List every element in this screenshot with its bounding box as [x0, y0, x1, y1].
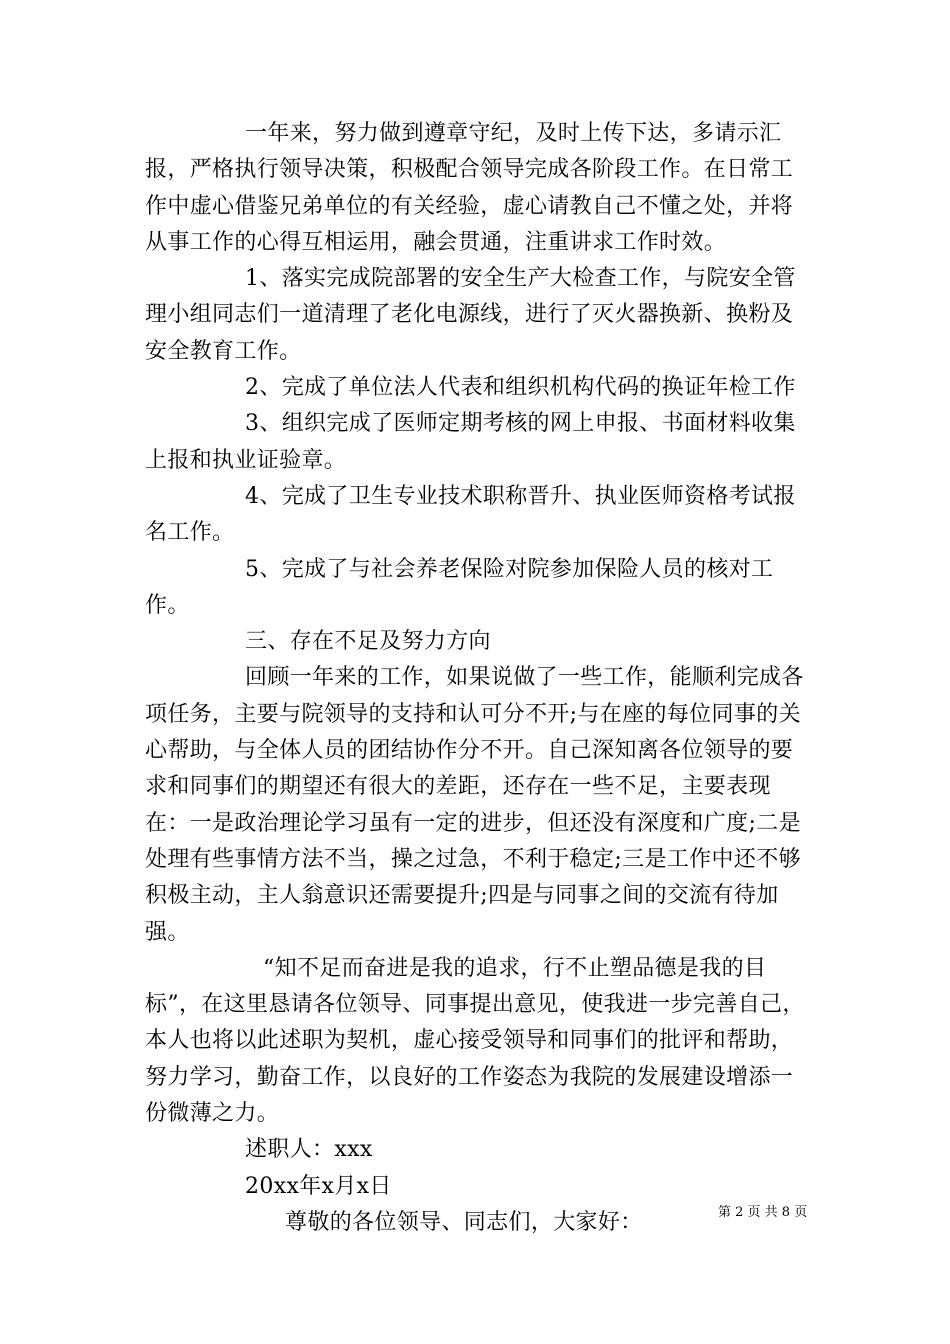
paragraph-review: 回顾一年来的工作，如果说做了一些工作，能顺利完成各项任务，主要与院领导的支持和认可分不开;与在座的每位同事的关心帮助，与全体人员的团结协作分不开。自己深知离各位领导的要求和同事们的期望还有很大的差距，还存在一些不足，主要表现在：一是政治理论学习虽有一定的进步，但还没有深度和广度;二是处理有些事情方法不当，操之过急，不利于稳定;三是工作中还不够积极主动，主人翁意识还需要提升;四是与同事之间的交流有待加强。: [145, 665, 804, 945]
list-item-insurance-check: 5、完成了与社会养老保险对院参加保险人员的核对工作。: [145, 556, 774, 618]
list-item-title-promotion: 4、完成了卫生专业技术职称晋升、执业医师资格考试报名工作。: [145, 483, 796, 546]
document-body: [145, 116, 808, 1241]
page-number: 第 2 页 共 8 页: [718, 1205, 808, 1220]
paragraph-closing: “知不足而奋进是我的追求，行不止塑品德是我的目标”，在这里恳请各位领导、同事提出意见，使我进一步完善自己，本人也将以此述职为契机，虚心接受领导和同事们的批评和帮助，努力学习，勤奋工作，以良好的工作姿态为我院的发展建设增添一份微薄之力。: [145, 955, 805, 1127]
greeting: 尊敬的各位领导、同志们，大家好：: [285, 1209, 643, 1235]
signature-name: 述职人：xxx: [245, 1137, 373, 1163]
signature-date: 20xx年x月x日: [245, 1173, 392, 1199]
section-heading: 三、存在不足及努力方向: [245, 629, 491, 655]
paragraph-summary: 一年来，努力做到遵章守纪，及时上传下达，多请示汇报，严格执行领导决策，积极配合领导完成各阶段工作。在日常工作中虚心借鉴兄弟单位的有关经验，虚心请教自己不懂之处，并将从事工作的心得互相运用，融会贯通，注重讲求工作时效。: [145, 121, 794, 255]
list-item-license-renewal: 2、完成了单位法人代表和组织机构代码的换证年检工作: [245, 375, 796, 401]
list-item-safety-inspection: 1、落实完成院部署的安全生产大检查工作，与院安全管理小组同志们一道清理了老化电源线，进行了灭火器换新、换粉及安全教育工作。: [145, 266, 796, 364]
list-item-physician-assessment: 3、组织完成了医师定期考核的网上申报、书面材料收集上报和执业证验章。: [145, 411, 796, 473]
